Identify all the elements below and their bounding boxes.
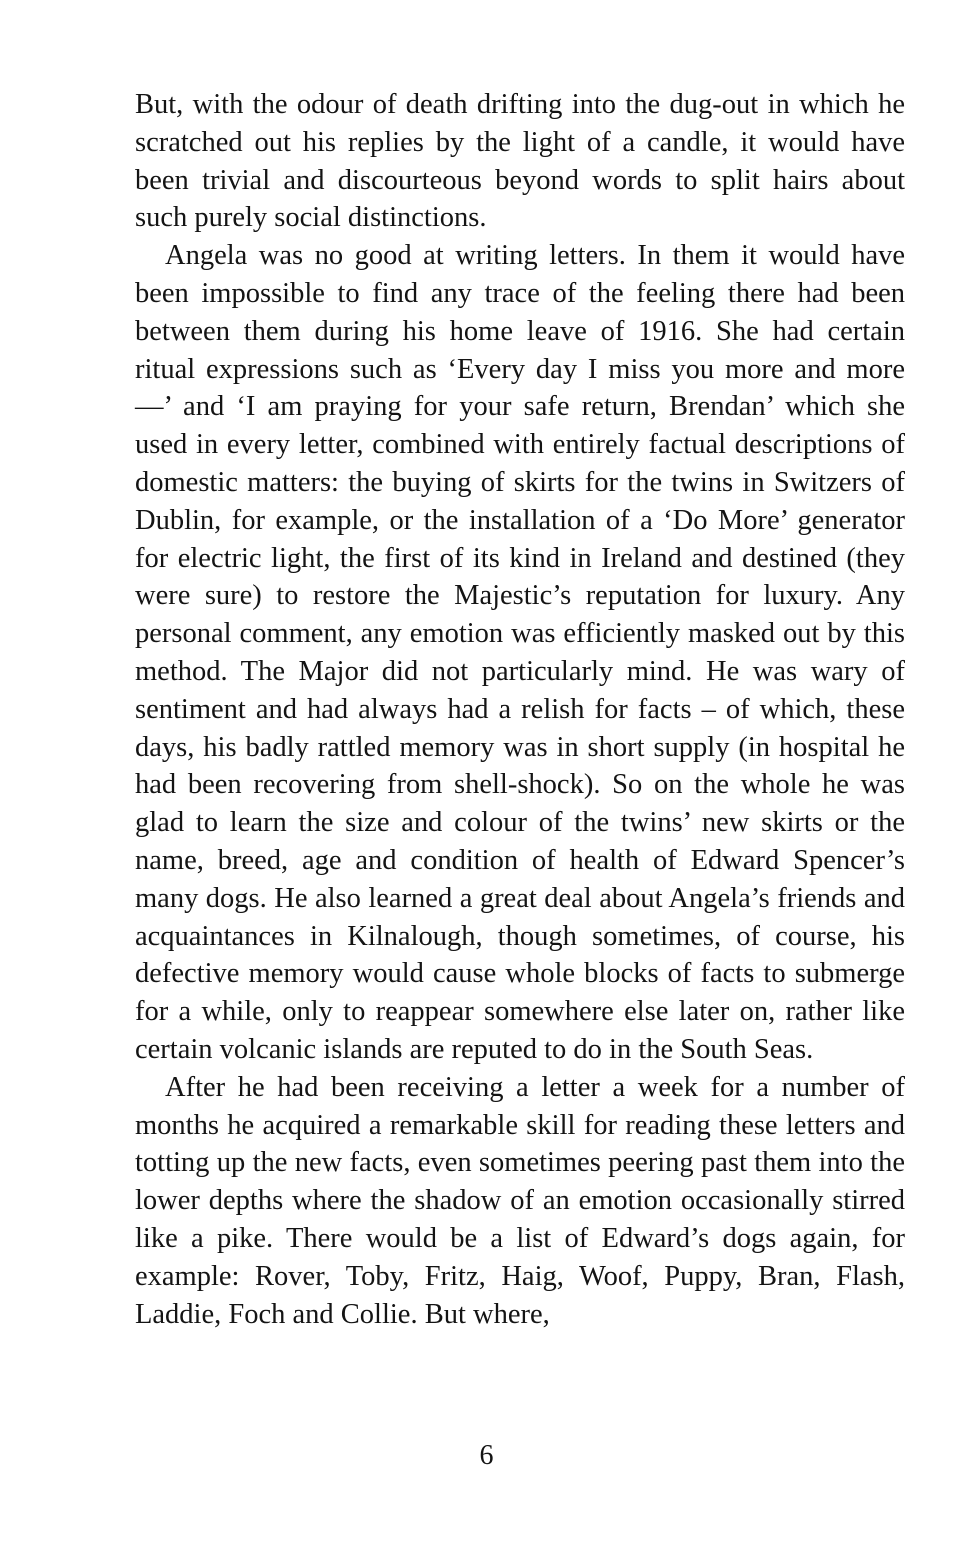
paragraph-3: After he had been receiving a letter a week for a number of months he acquired a remarkable skill for reading these letters and totting up the new facts, even sometimes peering past them into the lower depths where the shadow of an emotion occasionally stirred like a pike. There would be a list of Edward’s dogs again, for example: Rover, Toby, Fritz, Haig, Woof, Puppy, Bran, Flash, Laddie, Foch and Collie. But where, <box>135 1071 905 1330</box>
paragraph-2: Angela was no good at writing letters. In them it would have been impossible to find any trace of the feeling there had been between them during his home leave of 1916. She had certain ritual expressions such as ‘Every day I miss you more and more —’ and ‘I am praying for your safe return, Brendan’ which she used in every letter, combined with entirely factual descriptions of domestic matters: the buying of skirts for the twins in Switzers of Dublin, for example, or the installation of a ‘Do More’ generator for electric light, the first of its kind in Ireland and destined (they were sure) to restore the Majestic’s reputation for luxury. Any personal comment, any emotion was efficiently masked out by this method. The Major did not particularly mind. He was wary of sentiment and had always had a relish for facts – of which, these days, his badly rattled memory was in short supply (in hospital he had been recovering from shell-shock). So on the whole he was glad to learn the size and colour of the twins’ new skirts or the name, breed, age and condition of health of Edward Spencer’s many dogs. He also learned a great deal about Angela’s friends and acquaintances in Kilnalough, though sometimes, of course, his defective memory would cause whole blocks of facts to submerge for a while, only to reappear somewhere else later on, rather like certain volcanic islands are reputed to do in the South Seas. <box>135 240 905 1065</box>
paragraph-1: But, with the odour of death drifting into the dug-out in which he scratched out his replies by the light of a candle, it would have been trivial and discourteous beyond words to split hairs about such purely social distinctions. <box>135 89 905 234</box>
body-text <box>135 86 905 1333</box>
page-number: 6 <box>479 1440 494 1471</box>
